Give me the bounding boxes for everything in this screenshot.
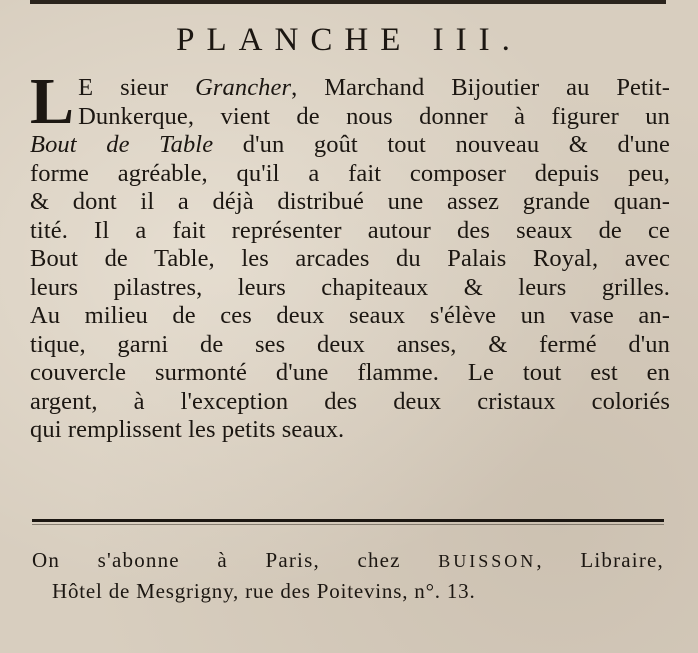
text-line-4: forme agréable, qu'il a fait composer depuis peu, bbox=[30, 159, 670, 187]
text-line-8: leurs pilastres, leurs chapiteaux & leurs grilles. bbox=[30, 273, 670, 301]
subscription-notice bbox=[32, 545, 664, 606]
text-line-6: tité. Il a fait représenter autour des seaux de ce bbox=[30, 216, 670, 244]
page-title: PLANCHE III. bbox=[176, 22, 522, 58]
text-line-9: Au milieu de ces deux seaux s'élève un vase an- bbox=[30, 302, 670, 329]
text-line-5: & dont il a déjà distribué une assez grande quan- bbox=[30, 188, 670, 215]
publisher-name: BUISSON bbox=[438, 551, 537, 571]
text-line-2: Dunkerque, vient de nous donner à figurer un bbox=[78, 102, 670, 130]
text-line-12: argent, à l'exception des deux cristaux coloriés bbox=[30, 387, 670, 415]
item-name: Bout de Table bbox=[30, 131, 214, 158]
text-line-1: E sieur Grancher, Marchand Bijoutier au Petit- bbox=[78, 74, 671, 101]
footer-line-2: Hôtel de Mesgrigny, rue des Poitevins, n°. 13. bbox=[52, 579, 476, 603]
footer-line-1: On s'abonne à Paris, chez BUISSON, Libraire, bbox=[32, 548, 664, 572]
drop-cap: L bbox=[30, 65, 75, 138]
text-line-11: couvercle surmonté d'une flamme. Le tout est en bbox=[30, 359, 670, 386]
text-line-7: Bout de Table, les arcades du Palais Royal, avec bbox=[30, 245, 670, 272]
text-line-13: qui remplissent les petits seaux. bbox=[30, 416, 345, 443]
text-line-3: Bout de Table d'un goût tout nouveau & d'une bbox=[30, 131, 670, 158]
person-name: Grancher bbox=[195, 74, 292, 101]
top-rule bbox=[30, 0, 666, 4]
bottom-rule-thin bbox=[32, 524, 664, 525]
article-body bbox=[30, 65, 671, 445]
text-line-10: tique, garni de ses deux anses, & fermé d'un bbox=[30, 330, 670, 358]
bottom-rule bbox=[32, 519, 664, 522]
